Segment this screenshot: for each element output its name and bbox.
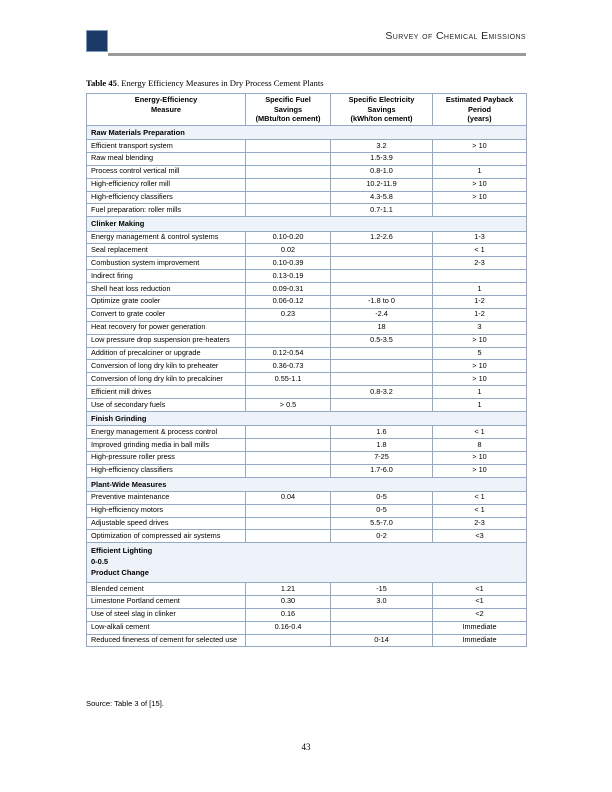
table-caption-label: Table 45 bbox=[86, 78, 117, 88]
cell-electricity: 1.2-2.6 bbox=[331, 231, 433, 244]
table-row bbox=[87, 530, 527, 543]
table-row bbox=[87, 360, 527, 373]
block-line: Product Change bbox=[91, 568, 149, 578]
section-label: Raw Materials Preparation bbox=[87, 125, 527, 139]
cell-measure: Low-alkali cement bbox=[87, 621, 246, 634]
navy-square-logo-icon bbox=[86, 30, 108, 52]
table-row bbox=[87, 517, 527, 530]
table-row bbox=[87, 283, 527, 296]
table-caption bbox=[86, 78, 526, 88]
cell-measure: Heat recovery for power generation bbox=[87, 321, 246, 334]
cell-measure: Conversion of long dry kiln to preheater bbox=[87, 360, 246, 373]
table-row bbox=[87, 152, 527, 165]
column-header-line: (MBtu/ton cement) bbox=[255, 114, 321, 124]
cell-measure: Energy management & process control bbox=[87, 426, 246, 439]
table-row bbox=[87, 634, 527, 647]
cell-payback: 1 bbox=[433, 283, 527, 296]
cell-electricity: 0-2 bbox=[331, 530, 433, 543]
cell-payback: > 10 bbox=[433, 334, 527, 347]
table-caption-separator: . bbox=[116, 78, 120, 88]
cell-fuel: 0.30 bbox=[246, 595, 331, 608]
cell-electricity bbox=[331, 283, 433, 296]
column-header-line: Specific Electricity bbox=[348, 95, 415, 104]
table-section-row bbox=[87, 217, 527, 231]
cell-payback: <1 bbox=[433, 595, 527, 608]
cell-measure: Low pressure drop suspension pre-heaters bbox=[87, 334, 246, 347]
cell-measure: Addition of precalciner or upgrade bbox=[87, 347, 246, 360]
cell-fuel bbox=[246, 530, 331, 543]
table-section-row bbox=[87, 477, 527, 491]
cell-measure: Efficient transport system bbox=[87, 140, 246, 153]
cell-electricity: 4.3-5.8 bbox=[331, 191, 433, 204]
table-row bbox=[87, 451, 527, 464]
table-row bbox=[87, 231, 527, 244]
cell-measure: Shell heat loss reduction bbox=[87, 283, 246, 296]
column-header-3 bbox=[433, 94, 527, 126]
cell-measure: Seal replacement bbox=[87, 244, 246, 257]
table-row bbox=[87, 270, 527, 283]
cell-fuel bbox=[246, 204, 331, 217]
table-row bbox=[87, 257, 527, 270]
table-section-row bbox=[87, 125, 527, 139]
cell-electricity: -15 bbox=[331, 583, 433, 596]
cell-measure: Limestone Portland cement bbox=[87, 595, 246, 608]
cell-payback: > 10 bbox=[433, 451, 527, 464]
cell-fuel: 0.10-0.39 bbox=[246, 257, 331, 270]
cell-payback: 5 bbox=[433, 347, 527, 360]
cell-fuel: 0.36-0.73 bbox=[246, 360, 331, 373]
table-header-row bbox=[87, 94, 527, 126]
cell-fuel bbox=[246, 152, 331, 165]
cell-payback bbox=[433, 270, 527, 283]
cell-fuel: 0.13-0.19 bbox=[246, 270, 331, 283]
cell-fuel bbox=[246, 140, 331, 153]
section-label: Clinker Making bbox=[87, 217, 527, 231]
cell-payback: < 1 bbox=[433, 426, 527, 439]
cell-payback: 2-3 bbox=[433, 257, 527, 270]
cell-fuel bbox=[246, 426, 331, 439]
cell-electricity: 0.7-1.1 bbox=[331, 204, 433, 217]
table-row bbox=[87, 439, 527, 452]
cell-measure: Process control vertical mill bbox=[87, 165, 246, 178]
table-row bbox=[87, 373, 527, 386]
cell-measure: Adjustable speed drives bbox=[87, 517, 246, 530]
cell-fuel bbox=[246, 178, 331, 191]
table-row bbox=[87, 426, 527, 439]
cell-fuel bbox=[246, 504, 331, 517]
cell-fuel bbox=[246, 321, 331, 334]
cell-electricity: 1.8 bbox=[331, 439, 433, 452]
cell-fuel bbox=[246, 386, 331, 399]
cell-electricity: 18 bbox=[331, 321, 433, 334]
cell-electricity: 3.0 bbox=[331, 595, 433, 608]
column-header-2 bbox=[331, 94, 433, 126]
cell-electricity: 0.8-3.2 bbox=[331, 386, 433, 399]
cell-measure: Optimization of compressed air systems bbox=[87, 530, 246, 543]
cell-payback: > 10 bbox=[433, 360, 527, 373]
table-row bbox=[87, 583, 527, 596]
column-header-line: (kWh/ton cement) bbox=[350, 114, 413, 124]
cell-payback: < 1 bbox=[433, 504, 527, 517]
table-row bbox=[87, 399, 527, 412]
cell-measure: Combustion system improvement bbox=[87, 257, 246, 270]
cell-measure: Fuel preparation: roller mills bbox=[87, 204, 246, 217]
cell-fuel: > 0.5 bbox=[246, 399, 331, 412]
cell-electricity: 1.5-3.9 bbox=[331, 152, 433, 165]
table-row bbox=[87, 595, 527, 608]
block-cell bbox=[87, 543, 527, 583]
cell-measure: Convert to grate cooler bbox=[87, 308, 246, 321]
column-header-line: Savings bbox=[367, 104, 396, 114]
cell-payback: > 10 bbox=[433, 373, 527, 386]
column-header-0 bbox=[87, 94, 246, 126]
cell-fuel: 0.16 bbox=[246, 608, 331, 621]
cell-payback: Immediate bbox=[433, 634, 527, 647]
table-row bbox=[87, 491, 527, 504]
cell-payback: 1 bbox=[433, 165, 527, 178]
column-header-line: (years) bbox=[467, 114, 492, 124]
cell-electricity bbox=[331, 347, 433, 360]
cell-fuel: 0.04 bbox=[246, 491, 331, 504]
cell-fuel: 0.12-0.54 bbox=[246, 347, 331, 360]
table-row bbox=[87, 621, 527, 634]
cell-payback: 3 bbox=[433, 321, 527, 334]
cell-payback: 1 bbox=[433, 399, 527, 412]
cell-payback: 8 bbox=[433, 439, 527, 452]
cell-measure: High-efficiency classifiers bbox=[87, 464, 246, 477]
cell-fuel: 0.10-0.20 bbox=[246, 231, 331, 244]
cell-electricity: 0-5 bbox=[331, 504, 433, 517]
cell-electricity: 1.6 bbox=[331, 426, 433, 439]
column-header-line: Savings bbox=[273, 104, 303, 114]
cell-measure: High-efficiency motors bbox=[87, 504, 246, 517]
cell-electricity bbox=[331, 399, 433, 412]
cell-payback: < 1 bbox=[433, 244, 527, 257]
cell-payback: Immediate bbox=[433, 621, 527, 634]
cell-electricity bbox=[331, 244, 433, 257]
cell-payback: > 10 bbox=[433, 464, 527, 477]
table-row bbox=[87, 165, 527, 178]
table-row bbox=[87, 244, 527, 257]
cell-fuel bbox=[246, 634, 331, 647]
cell-fuel: 0.06-0.12 bbox=[246, 295, 331, 308]
cell-payback: 1-2 bbox=[433, 308, 527, 321]
table-row bbox=[87, 140, 527, 153]
cell-electricity bbox=[331, 270, 433, 283]
cell-fuel: 0.02 bbox=[246, 244, 331, 257]
table-row bbox=[87, 295, 527, 308]
table-caption-text: Energy Efficiency Measures in Dry Process Cement Plants bbox=[121, 78, 324, 88]
cell-electricity: -2.4 bbox=[331, 308, 433, 321]
table-block-row bbox=[87, 543, 527, 583]
section-label: Finish Grinding bbox=[87, 411, 527, 425]
cell-electricity: 3.2 bbox=[331, 140, 433, 153]
cell-electricity bbox=[331, 373, 433, 386]
cell-measure: Improved grinding media in ball mills bbox=[87, 439, 246, 452]
cell-measure: Reduced fineness of cement for selected use bbox=[87, 634, 246, 647]
cell-payback bbox=[433, 152, 527, 165]
cell-fuel: 0.16-0.4 bbox=[246, 621, 331, 634]
cell-payback: 1-3 bbox=[433, 231, 527, 244]
cell-measure: Preventive maintenance bbox=[87, 491, 246, 504]
column-header-line: Measure bbox=[151, 104, 181, 114]
table-section-row bbox=[87, 411, 527, 425]
cell-fuel bbox=[246, 165, 331, 178]
cell-electricity bbox=[331, 608, 433, 621]
cell-measure: Energy management & control systems bbox=[87, 231, 246, 244]
running-header-title: Survey of Chemical Emissions bbox=[385, 30, 526, 42]
cell-electricity bbox=[331, 360, 433, 373]
cell-fuel bbox=[246, 191, 331, 204]
cell-measure: Optimize grate cooler bbox=[87, 295, 246, 308]
table-row bbox=[87, 347, 527, 360]
cell-electricity: 5.5-7.0 bbox=[331, 517, 433, 530]
cell-fuel: 0.55-1.1 bbox=[246, 373, 331, 386]
cell-electricity: -1.8 to 0 bbox=[331, 295, 433, 308]
cell-measure: High-pressure roller press bbox=[87, 451, 246, 464]
cell-fuel: 0.23 bbox=[246, 308, 331, 321]
cell-fuel bbox=[246, 439, 331, 452]
cell-electricity bbox=[331, 257, 433, 270]
column-header-line: Estimated Payback bbox=[445, 95, 514, 104]
cell-measure: Use of steel slag in clinker bbox=[87, 608, 246, 621]
section-label: Plant-Wide Measures bbox=[87, 477, 527, 491]
cell-payback: > 10 bbox=[433, 191, 527, 204]
column-header-line: Period bbox=[468, 104, 491, 114]
block-line: 0-0.5 bbox=[91, 557, 109, 567]
table-row bbox=[87, 386, 527, 399]
table-row bbox=[87, 204, 527, 217]
table-row bbox=[87, 608, 527, 621]
cell-payback: <2 bbox=[433, 608, 527, 621]
column-header-1 bbox=[246, 94, 331, 126]
cell-measure: High-efficiency classifiers bbox=[87, 191, 246, 204]
cell-fuel: 1.21 bbox=[246, 583, 331, 596]
cell-measure: Raw meal blending bbox=[87, 152, 246, 165]
cell-electricity: 0-14 bbox=[331, 634, 433, 647]
source-note: Source: Table 3 of [15]. bbox=[86, 699, 164, 708]
cell-payback bbox=[433, 204, 527, 217]
header-divider-rule bbox=[108, 53, 526, 56]
cell-electricity bbox=[331, 621, 433, 634]
table-row bbox=[87, 334, 527, 347]
cell-measure: High-efficiency roller mill bbox=[87, 178, 246, 191]
cell-payback: 2-3 bbox=[433, 517, 527, 530]
table-body bbox=[87, 125, 527, 647]
table-row bbox=[87, 321, 527, 334]
cell-electricity: 0-5 bbox=[331, 491, 433, 504]
table-row bbox=[87, 191, 527, 204]
cell-measure: Efficient mill drives bbox=[87, 386, 246, 399]
column-header-line: Energy-Efficiency bbox=[134, 95, 198, 104]
cell-measure: Blended cement bbox=[87, 583, 246, 596]
cell-payback: <1 bbox=[433, 583, 527, 596]
cell-payback: > 10 bbox=[433, 140, 527, 153]
cell-electricity: 10.2-11.9 bbox=[331, 178, 433, 191]
cell-payback: > 10 bbox=[433, 178, 527, 191]
cell-payback: 1 bbox=[433, 386, 527, 399]
cell-payback: <3 bbox=[433, 530, 527, 543]
cell-payback: < 1 bbox=[433, 491, 527, 504]
table-row bbox=[87, 308, 527, 321]
energy-efficiency-measures-table bbox=[86, 93, 527, 647]
cell-fuel bbox=[246, 517, 331, 530]
cell-electricity: 0.8-1.0 bbox=[331, 165, 433, 178]
cell-electricity: 1.7-6.0 bbox=[331, 464, 433, 477]
cell-fuel: 0.09-0.31 bbox=[246, 283, 331, 296]
page-number: 43 bbox=[301, 742, 311, 752]
table-row bbox=[87, 464, 527, 477]
cell-fuel bbox=[246, 464, 331, 477]
cell-fuel bbox=[246, 334, 331, 347]
cell-electricity: 0.5-3.5 bbox=[331, 334, 433, 347]
column-header-line: Specific Fuel bbox=[265, 95, 311, 104]
cell-measure: Indirect firing bbox=[87, 270, 246, 283]
cell-electricity: 7-25 bbox=[331, 451, 433, 464]
page-header bbox=[86, 28, 526, 62]
cell-payback: 1-2 bbox=[433, 295, 527, 308]
block-line: Efficient Lighting bbox=[91, 546, 153, 556]
cell-fuel bbox=[246, 451, 331, 464]
cell-measure: Use of secondary fuels bbox=[87, 399, 246, 412]
table-header bbox=[87, 94, 527, 126]
cell-measure: Conversion of long dry kiln to precalciner bbox=[87, 373, 246, 386]
table-row bbox=[87, 504, 527, 517]
table-row bbox=[87, 178, 527, 191]
